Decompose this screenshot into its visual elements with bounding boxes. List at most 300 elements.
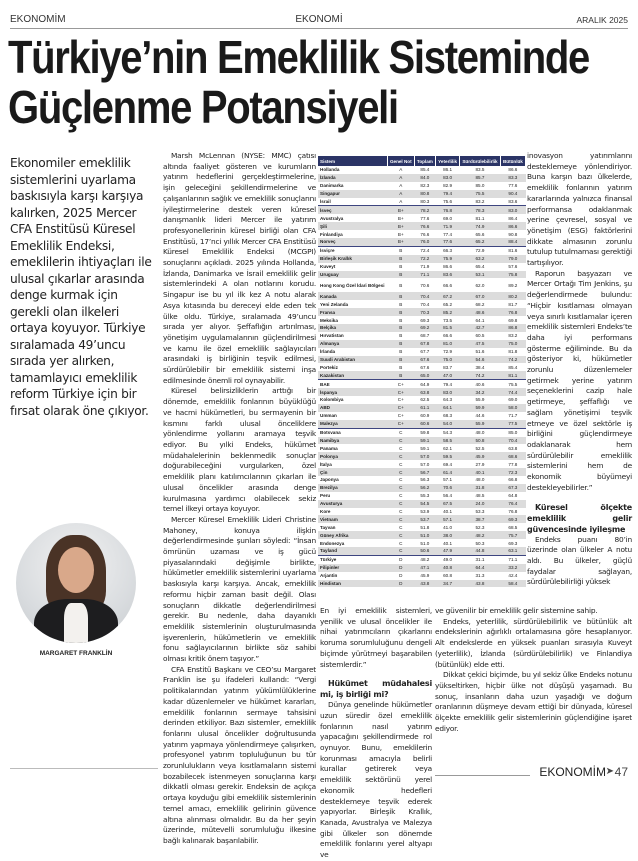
value-cell: 72.9 bbox=[460, 246, 501, 254]
country-cell: Hollanda bbox=[320, 167, 340, 173]
country-cell: BAE bbox=[318, 380, 387, 388]
value-cell: 84.0 bbox=[414, 174, 435, 182]
country-cell: İzlanda bbox=[318, 174, 387, 182]
value-cell: C bbox=[387, 468, 414, 476]
value-cell: 69.3 bbox=[500, 515, 525, 523]
value-cell: B+ bbox=[397, 215, 404, 221]
headline bbox=[8, 31, 589, 133]
value-cell: 57.0 bbox=[420, 461, 430, 467]
value-cell: C bbox=[387, 484, 414, 492]
body-column-1 bbox=[163, 151, 316, 847]
country-cell: Malezya bbox=[318, 420, 387, 428]
value-cell: 67.8 bbox=[414, 340, 435, 348]
value-cell: 72.4 bbox=[414, 246, 435, 254]
value-cell: 81.1 bbox=[500, 371, 525, 379]
value-cell: 42.7 bbox=[460, 324, 501, 332]
value-cell: 86.8 bbox=[500, 324, 525, 332]
country-cell: Danimarka bbox=[320, 183, 344, 189]
value-cell: 75.5 bbox=[460, 190, 501, 198]
page-number: 47 bbox=[614, 765, 628, 779]
value-cell: 47.5 bbox=[460, 340, 501, 348]
value-cell: B bbox=[399, 349, 403, 355]
table-row bbox=[318, 174, 526, 182]
value-cell: 68.6 bbox=[500, 452, 525, 460]
value-cell: 50.8 bbox=[460, 437, 501, 445]
section-label-center: EKONOMİ bbox=[295, 14, 343, 25]
value-cell: 86.1 bbox=[443, 167, 453, 173]
table-row bbox=[318, 500, 526, 508]
footer-brand: EKONOMİM bbox=[539, 765, 606, 779]
value-cell: 57.1 bbox=[436, 515, 460, 523]
value-cell: B bbox=[387, 271, 414, 279]
value-cell: 31.8 bbox=[460, 484, 501, 492]
value-cell: 70.6 bbox=[436, 484, 460, 492]
value-cell: 45.9 bbox=[460, 452, 501, 460]
country-cell: İsrail bbox=[320, 199, 331, 204]
value-cell: B bbox=[387, 292, 414, 300]
country-cell: Norveç bbox=[318, 238, 387, 246]
value-cell: C+ bbox=[387, 380, 414, 388]
value-cell: A bbox=[399, 199, 403, 204]
table-row bbox=[318, 396, 526, 404]
body-paragraph: Endeks, yeterlilik, sürdürülebilirlik ve bütünlük alt endekslerinin ağırlıklı ortalamasına göre hesaplanıyor. Alt endekslerde en yüksek puanları sırasıyla Kuveyt (yeterlilik), İzlanda (sürdürülebilirlik) ve Finlandiya (bütünlük) elde etti. bbox=[435, 616, 632, 669]
value-cell: 40.1 bbox=[460, 468, 501, 476]
table-row bbox=[318, 531, 526, 539]
value-cell: 61.1 bbox=[414, 404, 435, 412]
table-row bbox=[318, 190, 526, 198]
value-cell: 76.6 bbox=[420, 231, 430, 237]
value-cell: 82.3 bbox=[420, 183, 430, 189]
value-cell: 82.9 bbox=[443, 183, 453, 189]
value-cell: 65.4 bbox=[475, 264, 485, 270]
value-cell: 41.0 bbox=[443, 524, 453, 530]
value-cell: 77.8 bbox=[508, 461, 518, 467]
table-row bbox=[318, 388, 526, 396]
value-cell: C bbox=[399, 524, 403, 530]
value-cell: 75.9 bbox=[436, 255, 460, 263]
value-cell: 65.2 bbox=[443, 301, 453, 307]
value-cell: 49.0 bbox=[436, 555, 460, 563]
value-cell: 44.8 bbox=[460, 547, 501, 555]
table-row bbox=[318, 492, 526, 500]
value-cell: 85.7 bbox=[460, 174, 501, 182]
value-cell: 58.0 bbox=[500, 404, 525, 412]
value-cell: C bbox=[387, 452, 414, 460]
value-cell: B bbox=[387, 340, 414, 348]
country-cell: Filipinler bbox=[318, 564, 387, 572]
value-cell: 48.2 bbox=[460, 531, 501, 539]
country-cell: Peru bbox=[320, 493, 331, 499]
value-cell: 64.4 bbox=[460, 564, 501, 572]
value-cell: 77.6 bbox=[436, 238, 460, 246]
value-cell: 48.2 bbox=[414, 555, 435, 563]
value-cell: C bbox=[399, 445, 403, 451]
country-cell: Güney Afrika bbox=[318, 531, 387, 539]
country-cell: Kolombiya bbox=[320, 397, 344, 403]
table-row bbox=[318, 468, 526, 476]
value-cell: B bbox=[399, 301, 403, 307]
table-row bbox=[318, 308, 526, 316]
left-column-divider bbox=[10, 768, 158, 769]
table-row bbox=[318, 348, 526, 356]
value-cell: 66.6 bbox=[443, 333, 453, 339]
table-row bbox=[318, 555, 526, 563]
value-cell: 86.4 bbox=[508, 215, 518, 221]
value-cell: C+ bbox=[397, 397, 404, 403]
value-cell: C bbox=[399, 461, 403, 467]
country-cell: Tayland bbox=[318, 547, 387, 555]
country-cell: Brezilya bbox=[318, 484, 387, 492]
table-row bbox=[318, 222, 526, 230]
value-cell: 53.7 bbox=[414, 515, 435, 523]
value-cell: 78.2 bbox=[414, 206, 435, 214]
value-cell: 70.6 bbox=[420, 282, 430, 288]
table-row bbox=[318, 508, 526, 516]
value-cell: 54.3 bbox=[436, 428, 460, 436]
value-cell: 76.4 bbox=[500, 500, 525, 508]
value-cell: 74.9 bbox=[460, 222, 501, 230]
value-cell: C bbox=[387, 531, 414, 539]
value-cell: 43.8 bbox=[460, 580, 501, 588]
value-cell: 85.0 bbox=[500, 428, 525, 436]
country-cell: Vietnam bbox=[318, 515, 387, 523]
value-cell: 83.0 bbox=[500, 206, 525, 214]
value-cell: A bbox=[387, 174, 414, 182]
value-cell: 90.4 bbox=[500, 190, 525, 198]
value-cell: 72.3 bbox=[500, 468, 525, 476]
country-cell: Hırvatistan bbox=[320, 333, 344, 339]
table-column-header: Toplam bbox=[414, 156, 435, 166]
country-cell: Polonya bbox=[318, 452, 387, 460]
value-cell: 59.8 bbox=[414, 428, 435, 436]
value-cell: 86.6 bbox=[443, 264, 453, 270]
value-cell: 83.2 bbox=[475, 199, 485, 204]
value-cell: 79.0 bbox=[500, 255, 525, 263]
value-cell: 75.0 bbox=[436, 356, 460, 364]
value-cell: 67.5 bbox=[436, 500, 460, 508]
table-column-header: Yeterlilik bbox=[436, 156, 460, 166]
value-cell: 58.5 bbox=[436, 437, 460, 445]
value-cell: 72.9 bbox=[443, 349, 453, 355]
value-cell: 62.5 bbox=[420, 397, 430, 403]
value-cell: C bbox=[387, 500, 414, 508]
table-row bbox=[318, 452, 526, 460]
country-cell: ABD bbox=[318, 404, 387, 412]
value-cell: D bbox=[387, 580, 414, 588]
value-cell: 85.2 bbox=[436, 308, 460, 316]
table-row bbox=[318, 371, 526, 379]
table-row bbox=[318, 332, 526, 340]
value-cell: 57.6 bbox=[508, 264, 518, 270]
value-cell: A bbox=[399, 167, 403, 173]
table-row bbox=[318, 166, 526, 174]
value-cell: 62.0 bbox=[475, 282, 485, 288]
value-cell: 24.0 bbox=[460, 500, 501, 508]
lead-paragraph: Ekonomiler emeklilik sistemlerini uyarlama baskısıyla karşı karşıya kalırken, 2025 Mercer CFA Enstitüsü Küresel Emeklilik Endeksi, emeklilerin ihtiyaçları ile ulusal çıkarlar arasında denge kurmak için gerekli olan ilkeleri ortaya koyuyor. Türkiye sıralamada 49’uncu sırada yer alırken, tamamlayıcı emeklilik reform Türkiye için bir fırsat olarak öne çıkıyor. bbox=[10, 156, 152, 418]
country-cell: İtalya bbox=[320, 461, 332, 467]
country-cell: Uruguay bbox=[318, 271, 387, 279]
value-cell: 52.5 bbox=[475, 445, 485, 451]
value-cell: 69.0 bbox=[443, 215, 453, 221]
country-cell: Belçika bbox=[318, 324, 387, 332]
country-cell: Endonezya bbox=[320, 540, 345, 546]
value-cell: 71.1 bbox=[500, 555, 525, 563]
value-cell: 85.0 bbox=[475, 183, 485, 189]
table-row bbox=[318, 356, 526, 364]
value-cell: 48.5 bbox=[475, 493, 485, 499]
value-cell: 55.9 bbox=[460, 420, 501, 428]
value-cell: 83.0 bbox=[436, 388, 460, 396]
country-cell: Finlandiya bbox=[320, 231, 343, 237]
country-cell: Fransa bbox=[318, 308, 387, 316]
table-row bbox=[318, 460, 526, 468]
value-cell: 55.9 bbox=[475, 397, 485, 403]
body-column-3 bbox=[527, 151, 632, 588]
value-cell: 66.6 bbox=[443, 282, 453, 288]
body-paragraph: Endeks puanı 80’in üzerinde olan ülkeler A notu aldı. Bu ülkeler, güçlü faydalar sağlayan, sürdürülebilirliği yüksek bbox=[527, 534, 632, 587]
country-cell: Japonya bbox=[320, 477, 339, 483]
value-cell: 64.3 bbox=[443, 397, 453, 403]
value-cell: 45.9 bbox=[420, 573, 430, 579]
value-cell: 70.4 bbox=[414, 292, 435, 300]
value-cell: C bbox=[387, 547, 414, 555]
value-cell: 77.6 bbox=[508, 183, 518, 189]
value-cell: 64.8 bbox=[508, 493, 518, 499]
value-cell: 44.6 bbox=[475, 413, 485, 419]
value-cell: 81.8 bbox=[508, 349, 518, 355]
value-cell: C bbox=[399, 477, 403, 483]
table-row bbox=[318, 278, 526, 292]
value-cell: 56.3 bbox=[420, 477, 430, 483]
value-cell: 54.5 bbox=[414, 500, 435, 508]
value-cell: 83.0 bbox=[436, 174, 460, 182]
value-cell: 70.4 bbox=[500, 437, 525, 445]
table-row bbox=[318, 444, 526, 452]
value-cell: 75.6 bbox=[443, 199, 453, 204]
value-cell: 85.4 bbox=[420, 167, 430, 173]
country-cell: Çin bbox=[318, 468, 387, 476]
value-cell: 80.8 bbox=[414, 190, 435, 198]
value-cell: 59.1 bbox=[414, 437, 435, 445]
value-cell: 83.2 bbox=[508, 333, 518, 339]
table-row bbox=[318, 572, 526, 580]
value-cell: 83.5 bbox=[475, 167, 485, 173]
value-cell: B bbox=[387, 356, 414, 364]
value-cell: 75.7 bbox=[500, 531, 525, 539]
value-cell: B+ bbox=[397, 231, 404, 237]
table-row bbox=[318, 412, 526, 420]
country-cell: Namibya bbox=[318, 437, 387, 445]
value-cell: 72.2 bbox=[414, 255, 435, 263]
value-cell: 53.9 bbox=[420, 508, 430, 514]
country-cell: Kore bbox=[320, 508, 331, 514]
value-cell: B bbox=[387, 371, 414, 379]
value-cell: D bbox=[399, 573, 403, 579]
value-cell: 76.8 bbox=[508, 508, 518, 514]
table-row bbox=[318, 271, 526, 279]
issue-date: ARALIK 2025 bbox=[576, 15, 628, 25]
value-cell: 40.1 bbox=[443, 508, 453, 514]
country-cell: İspanya bbox=[318, 388, 387, 396]
value-cell: 69.4 bbox=[443, 461, 453, 467]
body-column-4 bbox=[435, 606, 632, 734]
value-cell: 86.6 bbox=[500, 222, 525, 230]
table-body bbox=[318, 166, 526, 587]
chevron-right-icon: ➤ bbox=[605, 766, 614, 777]
value-cell: 79.4 bbox=[436, 380, 460, 388]
value-cell: 83.6 bbox=[508, 199, 518, 204]
value-cell: 81.5 bbox=[436, 324, 460, 332]
value-cell: B bbox=[387, 324, 414, 332]
value-cell: 60.9 bbox=[420, 413, 430, 419]
value-cell: 60.6 bbox=[414, 420, 435, 428]
table-row bbox=[318, 404, 526, 412]
country-cell: İsveç bbox=[318, 206, 387, 214]
value-cell: 65.0 bbox=[414, 371, 435, 379]
table-row bbox=[318, 484, 526, 492]
value-cell: 89.2 bbox=[508, 282, 518, 288]
table-row bbox=[318, 564, 526, 572]
value-cell: 59.9 bbox=[460, 404, 501, 412]
table-column-header: Sistem bbox=[318, 156, 387, 166]
value-cell: B bbox=[399, 364, 403, 370]
value-cell: C bbox=[387, 515, 414, 523]
table-row bbox=[318, 539, 526, 547]
value-cell: 74.4 bbox=[500, 388, 525, 396]
value-cell: C+ bbox=[387, 420, 414, 428]
value-cell: 71.7 bbox=[508, 413, 518, 419]
value-cell: 60.5 bbox=[475, 333, 485, 339]
value-cell: A bbox=[387, 190, 414, 198]
value-cell: 54.0 bbox=[436, 420, 460, 428]
value-cell: 74.2 bbox=[460, 371, 501, 379]
section-heading: Küresel ölçekte emeklilik gelir güvencesinde iyileşme bbox=[527, 502, 632, 534]
table-column-header: Bütünlük bbox=[500, 156, 525, 166]
table-row bbox=[318, 292, 526, 300]
value-cell: 63.1 bbox=[500, 547, 525, 555]
value-cell: 64.9 bbox=[414, 380, 435, 388]
headline-line-1: Türkiye’nin Emeklilik Sisteminde bbox=[8, 31, 589, 83]
value-cell: 62.1 bbox=[443, 445, 453, 451]
running-header bbox=[10, 12, 628, 29]
table-row bbox=[318, 437, 526, 445]
value-cell: 66.3 bbox=[436, 246, 460, 254]
value-cell: 80.2 bbox=[500, 292, 525, 300]
value-cell: 77.4 bbox=[443, 231, 453, 237]
value-cell: 71.9 bbox=[436, 222, 460, 230]
value-cell: 80.3 bbox=[420, 199, 430, 204]
photo-shirt bbox=[64, 603, 88, 643]
value-cell: 68.5 bbox=[508, 524, 518, 530]
value-cell: 31.3 bbox=[475, 573, 485, 579]
country-cell: Almanya bbox=[318, 340, 387, 348]
value-cell: 75.0 bbox=[500, 340, 525, 348]
value-cell: 77.6 bbox=[420, 215, 430, 221]
value-cell: 48.0 bbox=[460, 428, 501, 436]
country-cell: Portekiz bbox=[320, 364, 338, 370]
value-cell: 69.0 bbox=[508, 397, 518, 403]
value-cell: 70.4 bbox=[420, 301, 430, 307]
value-cell: C+ bbox=[397, 413, 404, 419]
value-cell: 64.1 bbox=[475, 317, 485, 323]
value-cell: 54.6 bbox=[460, 356, 501, 364]
body-paragraph: inovasyon yatırımlarını desteklemeye yönlendiriyor. Buna karşın bazı ülkelerde, emeklilik fonlarının yatırım kararlarında yalnızca finansal performansa odaklanmak yerine çevresel, sosyal ve yönetişim (ESG) faktörlerini dikkate almasının zorunlu tutulup tutulmaması gerektiği tartışılıyor. bbox=[527, 151, 632, 268]
value-cell: C+ bbox=[387, 404, 414, 412]
body-paragraph: En iyi emeklilik sistemleri, yenilik ve ulusal öncelikler ile nihai yatırımcıların çıkarlarını koruma sorumluluğunu dengeli biçimde yürütmeyi başarabilen sistemlerdir.” bbox=[320, 606, 432, 669]
value-cell: B bbox=[387, 255, 414, 263]
value-cell: 59.1 bbox=[420, 445, 430, 451]
value-cell: 52.3 bbox=[475, 524, 485, 530]
value-cell: B+ bbox=[387, 238, 414, 246]
value-cell: 59.5 bbox=[436, 452, 460, 460]
value-cell: 75.5 bbox=[500, 380, 525, 388]
value-cell: 50.3 bbox=[475, 540, 485, 546]
value-cell: 55.3 bbox=[420, 493, 430, 499]
value-cell: 67.7 bbox=[420, 349, 430, 355]
value-cell: 70.3 bbox=[414, 308, 435, 316]
value-cell: 74.2 bbox=[500, 356, 525, 364]
body-paragraph: Raporun başyazarı ve Mercer Ortağı Tim Jenkins, şu değerlendirmede bulundu: “Hiçbir kısıtlaması olmayan veya sınırlı kısıtlamalar içeren emeklilik sistemleri Endeks’te daha iyi performans gösterme eğiliminde. Bu da gösteriyor ki, hükümetler zorunlu düzenlemeler getirmek yerine yatırım seçeneklerini cazip hale getirmeye, şeffaflığı ve sağlam yönetişimi teşvik etmeye ve özel sektörle iş birliğini güçlendirmeye odaklanarak hem sürdürülebilir emeklilik sistemlerini hem de ekonomik büyümeyi destekleyebilirler.” bbox=[527, 268, 632, 492]
table-row bbox=[318, 324, 526, 332]
table-row bbox=[318, 316, 526, 324]
value-cell: B bbox=[399, 333, 403, 339]
section-heading: Hükümet müdahalesi mi, iş birliği mi? bbox=[320, 679, 432, 700]
table-row bbox=[318, 547, 526, 555]
value-cell: 47.9 bbox=[436, 547, 460, 555]
table-row bbox=[318, 515, 526, 523]
value-cell: 48.0 bbox=[475, 477, 485, 483]
country-cell: İrlanda bbox=[320, 349, 336, 355]
table-header-row bbox=[318, 156, 526, 166]
value-cell: 51.8 bbox=[420, 524, 430, 530]
country-cell: Umman bbox=[320, 413, 337, 419]
value-cell: 34.2 bbox=[460, 388, 501, 396]
value-cell: 75.8 bbox=[500, 271, 525, 279]
value-cell: 56.4 bbox=[443, 493, 453, 499]
value-cell: 85.4 bbox=[508, 364, 518, 370]
body-paragraph: Mercer Küresel Emeklilik Lideri Christine Mahoney, konuya ilişkin değerlendirmesinde şunları söyledi: “İnsan ömrünün uzaması ve iş gücü piyasalarındaki değişimle birlikte, hükümetler emeklilik sistemlerini uyarlama baskısıyla karşı karşıya. Ancak, emeklilik reformu hiçbir zaman basit değil. Olası sonuçların dikkatle değerlendirilmesi gerekir. Bu nedenle, daha dayanıklı emeklilik sistemlerinin oluşturulmasında işverenlerin, hükümetlerin ve emeklilik fonu sağlayıcılarının birlikte söz sahibi olması kritik önem taşıyor.” bbox=[163, 514, 316, 664]
value-cell: 38.7 bbox=[460, 515, 501, 523]
country-cell: Botsvana bbox=[318, 428, 387, 436]
value-cell: 69.8 bbox=[508, 317, 518, 323]
value-cell: 88.4 bbox=[500, 238, 525, 246]
value-cell: 68.7 bbox=[420, 333, 430, 339]
country-cell: Suudi Arabistan bbox=[318, 356, 387, 364]
value-cell: 83.3 bbox=[500, 174, 525, 182]
value-cell: D bbox=[387, 564, 414, 572]
table-row bbox=[318, 255, 526, 263]
country-cell: Yeni Zelanda bbox=[320, 301, 349, 307]
footer-rule bbox=[435, 775, 530, 776]
value-cell: 65.2 bbox=[460, 238, 501, 246]
headline-line-2: Güçlenme Potansiyeli bbox=[8, 81, 398, 133]
table-row bbox=[318, 246, 526, 254]
value-cell: 51.0 bbox=[414, 531, 435, 539]
value-cell: 68.2 bbox=[475, 301, 485, 307]
value-cell: 63.8 bbox=[508, 445, 518, 451]
value-cell: 57.0 bbox=[414, 452, 435, 460]
value-cell: 71.1 bbox=[414, 271, 435, 279]
value-cell: 57.1 bbox=[443, 477, 453, 483]
value-cell: 56.2 bbox=[414, 484, 435, 492]
value-cell: 67.0 bbox=[460, 292, 501, 300]
value-cell: 67.2 bbox=[436, 292, 460, 300]
value-cell: 56.7 bbox=[414, 468, 435, 476]
value-cell: 47.1 bbox=[414, 564, 435, 572]
value-cell: 81.1 bbox=[475, 215, 485, 221]
country-cell: İsviçre bbox=[318, 246, 387, 254]
table-row bbox=[318, 363, 526, 371]
